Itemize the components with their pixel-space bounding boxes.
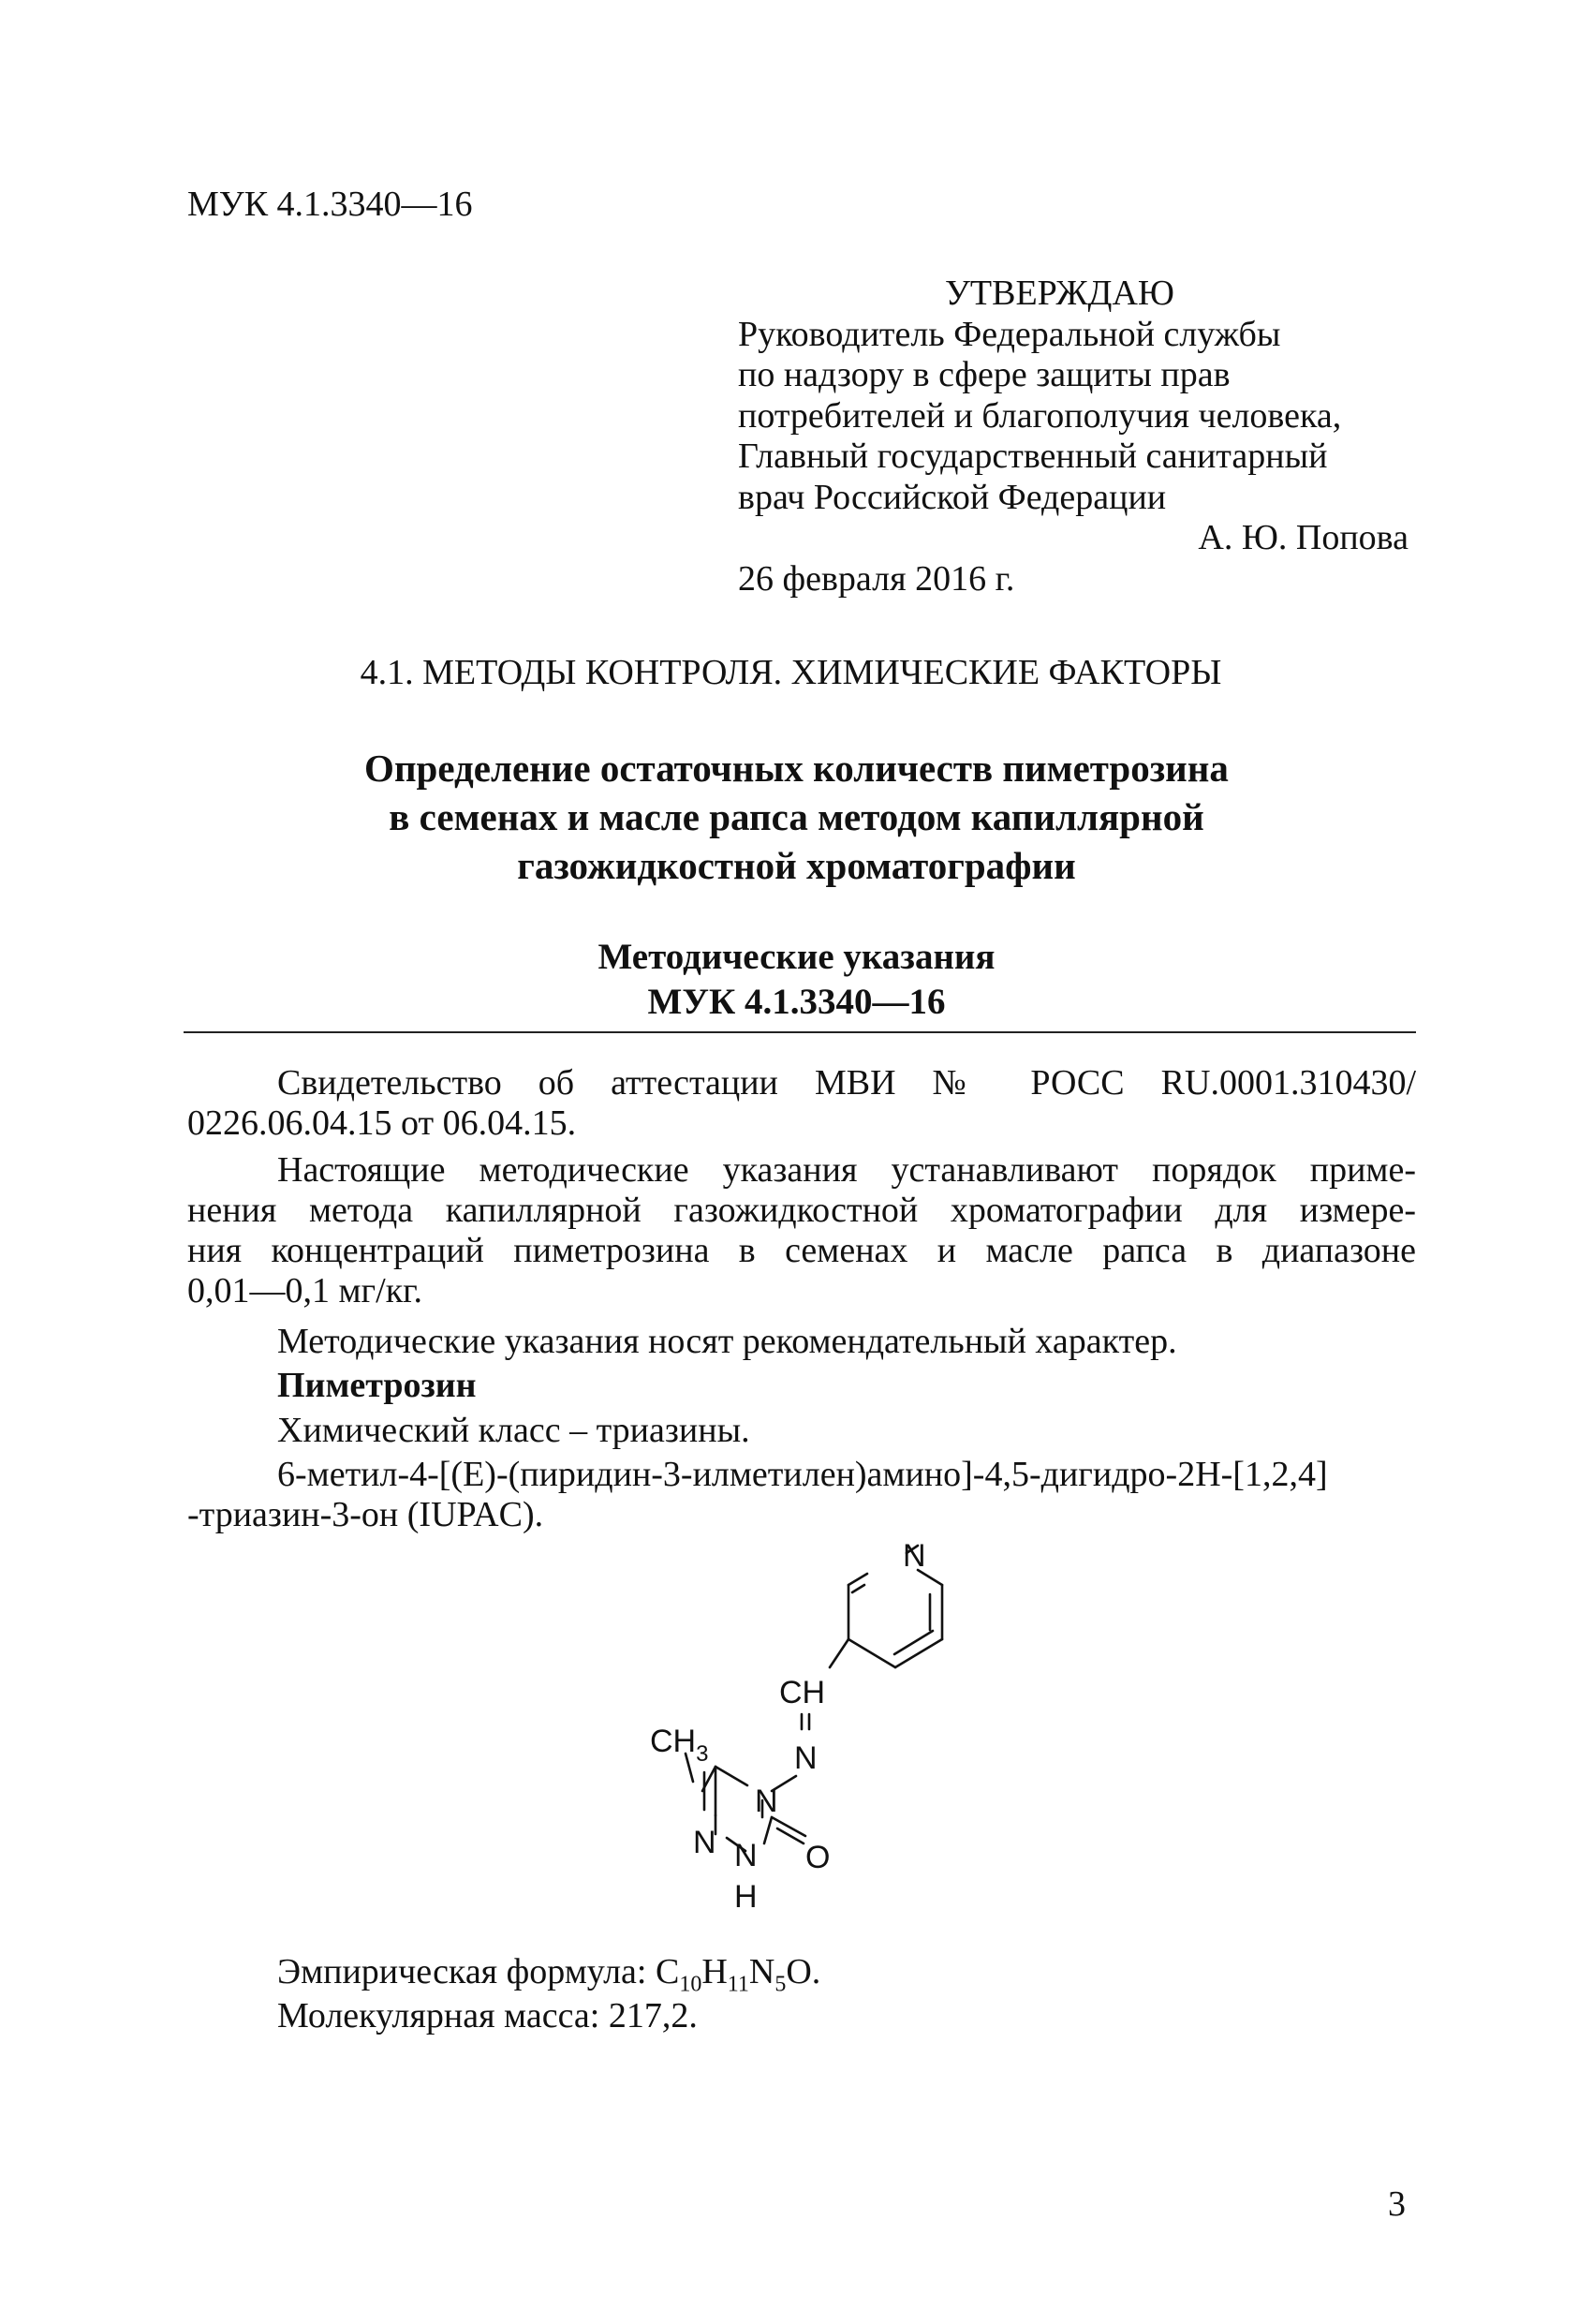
- bond: [830, 1639, 848, 1667]
- formula-element: O.: [786, 1952, 821, 1991]
- molecular-mass: [187, 1996, 1416, 2036]
- atom-label-subscript: 3: [696, 1741, 709, 1767]
- approval-line: Главный государственный санитарный: [738, 437, 1328, 476]
- bond: [777, 1828, 804, 1843]
- structural-formula: [562, 1536, 1049, 1939]
- title-divider: [184, 1031, 1416, 1033]
- formula-label: Эмпирическая формула:: [277, 1952, 656, 1991]
- document-title: [0, 744, 1593, 890]
- atom-label: [650, 1724, 708, 1767]
- formula-subscript: 11: [727, 1972, 749, 1997]
- substance-heading: [187, 1366, 1416, 1406]
- document-subtitle: [0, 935, 1593, 1025]
- bond: [852, 1585, 864, 1592]
- approval-line: по надзору в сфере защиты прав: [738, 355, 1231, 394]
- atom-label: N: [755, 1784, 778, 1819]
- substance-name: Пиметрозин: [277, 1366, 477, 1405]
- scope-line: Настоящие методические указания устанавливают порядок приме-: [277, 1150, 1416, 1190]
- bond: [848, 1574, 867, 1585]
- scope-paragraph: [187, 1150, 1416, 1311]
- approval-line: Руководитель Федеральной службы: [738, 314, 1281, 354]
- section-heading-text: 4.1. МЕТОДЫ КОНТРОЛЯ. ХИМИЧЕСКИЕ ФАКТОРЫ: [360, 653, 1222, 692]
- title-line: газожидкостной хроматографии: [517, 844, 1076, 887]
- section-heading: [0, 652, 1593, 693]
- formula-element: C: [655, 1952, 680, 1991]
- atom-label: N: [794, 1740, 818, 1776]
- bond: [894, 1631, 933, 1654]
- bond: [772, 1817, 805, 1836]
- title-line: в семенах и масле рапса методом капиллярной: [389, 795, 1204, 838]
- bond: [715, 1767, 747, 1785]
- formula-element: N: [748, 1952, 775, 1991]
- formula-subscript: 10: [679, 1972, 702, 1997]
- bond: [764, 1817, 772, 1843]
- page-number: 3: [1388, 2184, 1406, 2224]
- scope-line: 0,01—0,1 мг/кг.: [187, 1271, 422, 1310]
- certificate-paragraph: [187, 1063, 1416, 1144]
- atom-label: N: [693, 1825, 716, 1860]
- formula-subscript: 5: [774, 1972, 787, 1997]
- atom-label: CH: [650, 1724, 697, 1759]
- approval-line: врач Российской Федерации: [738, 477, 1167, 517]
- atom-label: N: [734, 1838, 758, 1873]
- bond: [895, 1639, 942, 1667]
- approval-line: потребителей и благополучия человека,: [738, 395, 1342, 436]
- subtitle-line: МУК 4.1.3340—16: [647, 982, 946, 1022]
- approval-signer: А. Ю. Попова: [1198, 518, 1409, 557]
- atom-label: H: [734, 1879, 758, 1915]
- certificate-line: 0226.06.04.15 от 06.04.15.: [187, 1103, 577, 1143]
- atom-label: CH: [779, 1675, 826, 1710]
- title-line: Определение остаточных количеств пиметрозина: [364, 747, 1229, 790]
- subtitle-line: Методические указания: [597, 937, 996, 977]
- scope-line: ния концентраций пиметрозина в семенах и масле рапса в диапазоне: [187, 1231, 1416, 1270]
- recommendation-paragraph: [187, 1322, 1416, 1362]
- atom-label: N: [903, 1538, 926, 1574]
- approval-heading: УТВЕРЖДАЮ: [945, 274, 1174, 313]
- chemical-class-text: Химический класс – триазины.: [277, 1411, 750, 1450]
- document-code: МУК 4.1.3340—16: [187, 185, 473, 224]
- approval-date: 26 февраля 2016 г.: [738, 558, 1015, 599]
- bond: [848, 1639, 895, 1667]
- iupac-line: 6-метил-4-[(E)-(пиридин-3-илметилен)амино]-4,5-дигидро-2Н-[1,2,4]: [277, 1455, 1328, 1494]
- iupac-line: -триазин-3-он (IUPAC).: [187, 1495, 544, 1534]
- chemical-class: [187, 1411, 1416, 1451]
- approval-block: [738, 274, 1412, 600]
- formula-element: H: [701, 1952, 728, 1991]
- molecular-mass-text: Молекулярная масса: 217,2.: [277, 1996, 698, 2035]
- recommendation-text: Методические указания носят рекомендательный характер.: [277, 1322, 1177, 1361]
- atom-label: O: [805, 1840, 831, 1875]
- iupac-name: [187, 1455, 1416, 1535]
- certificate-line: Свидетельство об аттестации МВИ № РОСС RU.0001.310430/: [277, 1063, 1416, 1103]
- scope-line: нения метода капиллярной газожидкостной хроматографии для измере-: [187, 1191, 1416, 1230]
